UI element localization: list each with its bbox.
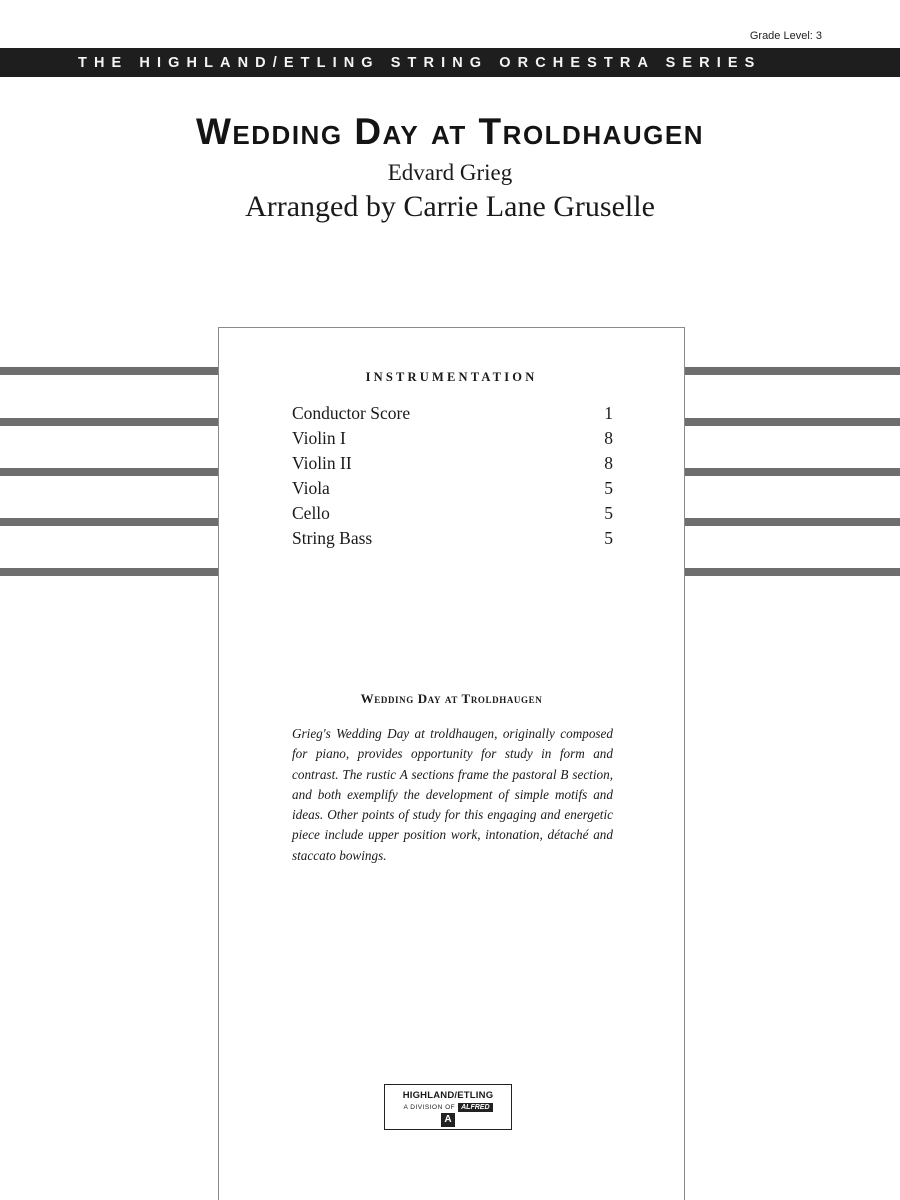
grade-level: Grade Level: 3 <box>749 30 822 42</box>
decorative-stripe <box>0 468 218 476</box>
instrument-part: Conductor Score <box>292 403 411 423</box>
description-body: Grieg's Wedding Day at troldhaugen, originally composed for piano, provides opportunity for study in form and contrast. The rustic A sections frame the pastoral B section, and both exemplify the development of simple motifs and ideas. Other points of study for this engaging and energetic piece include upper position work, intonation, détaché and staccato bowings. <box>292 726 613 863</box>
arranger-credit: Arranged by Carrie Lane Gruselle <box>245 190 655 223</box>
series-banner <box>0 48 900 77</box>
instrument-count: 5 <box>604 503 613 523</box>
instrument-row <box>292 401 613 426</box>
decorative-stripe <box>685 568 900 576</box>
instrumentation-heading: INSTRUMENTATION <box>365 370 538 384</box>
instrument-part: Violin II <box>292 453 352 473</box>
instrument-row <box>292 526 613 551</box>
publisher-logo <box>384 1084 512 1130</box>
instrument-row <box>292 476 613 501</box>
decorative-stripe <box>685 518 900 526</box>
instrument-row <box>292 426 613 451</box>
instrument-part: Violin I <box>292 428 346 448</box>
instrument-row <box>292 451 613 476</box>
series-banner-text: THE HIGHLAND/ETLING STRING ORCHESTRA SERIES <box>78 54 762 71</box>
alfred-logo-icon: ALFRED <box>458 1103 492 1112</box>
instrument-part: String Bass <box>292 528 373 548</box>
instrumentation-list <box>292 401 613 551</box>
decorative-stripe <box>0 418 218 426</box>
instrument-part: Viola <box>292 478 330 498</box>
instrument-count: 5 <box>604 528 613 548</box>
description-title: Wedding Day at Troldhaugen <box>360 691 543 706</box>
composer-name: Edvard Grieg <box>387 160 513 185</box>
decorative-stripe <box>0 518 218 526</box>
publisher-division-line <box>385 1103 511 1112</box>
decorative-stripe <box>685 418 900 426</box>
instrument-count: 8 <box>604 453 613 473</box>
instrument-count: 8 <box>604 428 613 448</box>
instrument-count: 5 <box>604 478 613 498</box>
instrument-part: Cello <box>292 503 330 523</box>
decorative-stripe <box>0 568 218 576</box>
piece-title: Wedding Day at Troldhaugen <box>196 111 704 152</box>
publisher-division: A DIVISION OF <box>403 1104 456 1111</box>
publisher-name: HIGHLAND/ETLING <box>402 1090 494 1101</box>
instrument-row <box>292 501 613 526</box>
instrument-count: 1 <box>604 403 613 423</box>
content-panel <box>218 327 685 1200</box>
decorative-stripe <box>0 367 218 375</box>
decorative-stripe <box>685 367 900 375</box>
decorative-stripe <box>685 468 900 476</box>
publisher-mark-icon: A <box>441 1113 455 1127</box>
